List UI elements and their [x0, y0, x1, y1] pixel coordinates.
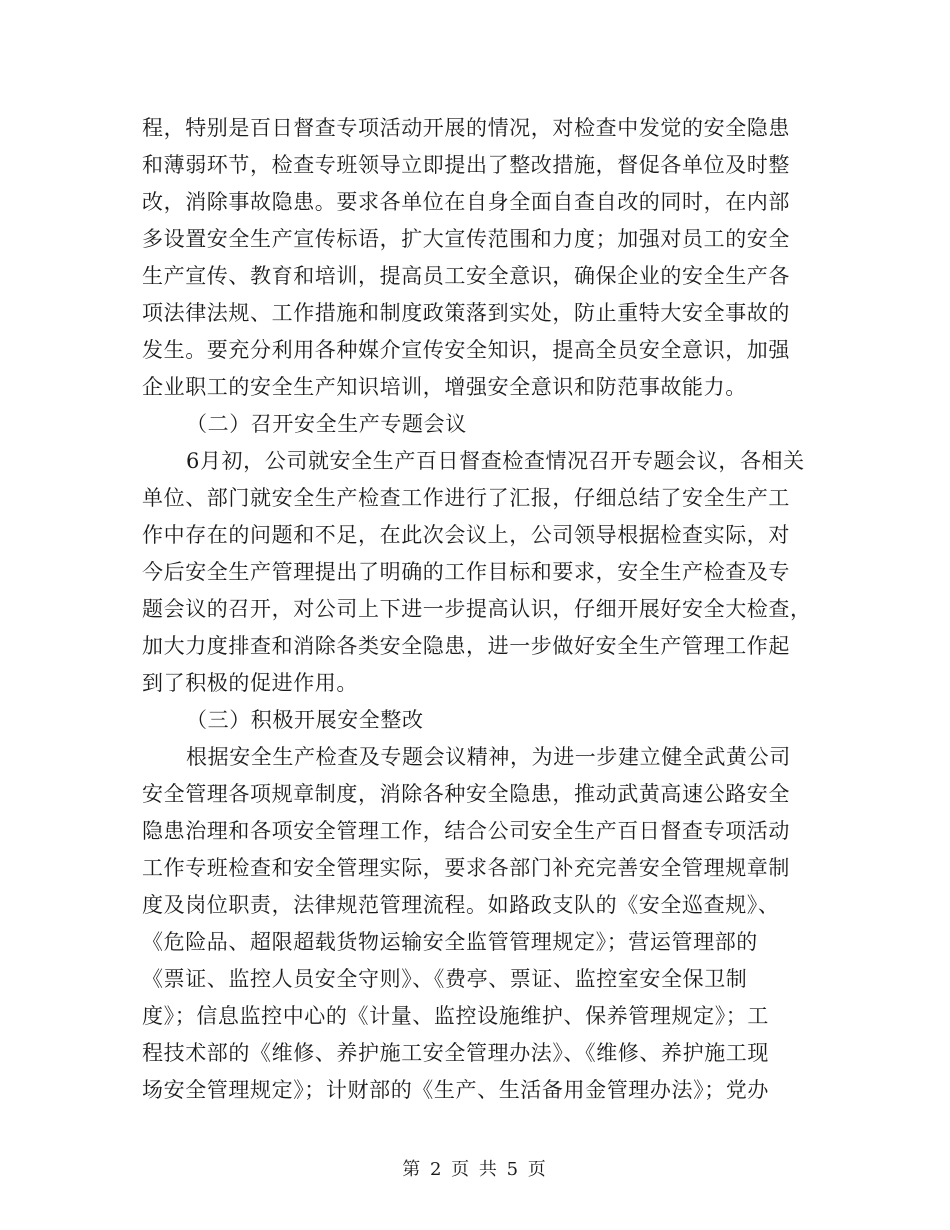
text-line: 安全管理各项规章制度，消除各种安全隐患，推动武黄高速公路安全: [142, 782, 790, 806]
text-line: 企业职工的安全生产知识培训，增强安全意识和防范事故能力。: [142, 375, 747, 399]
text-line: 程技术部的《维修、养护施工安全管理办法》、《维修、养护施工现: [142, 1041, 769, 1065]
text-line: 生产宣传、教育和培训，提高员工安全意识，确保企业的安全生产各: [142, 264, 790, 288]
text-line: 《危险品、超限超载货物运输安全监管管理规定》；营运管理部的: [142, 930, 758, 954]
text-line: 多设置安全生产宣传标语，扩大宣传范围和力度；加强对员工的安全: [142, 227, 790, 251]
text-line: 《票证、监控人员安全守则》、《费亭、票证、监控室安全保卫制: [142, 967, 748, 991]
text-line: 发生。要充分利用各种媒介宣传安全知识，提高全员安全意识，加强: [142, 338, 790, 362]
document-body: [142, 110, 812, 1109]
text-line: 度》；信息监控中心的《计量、监控设施维护、保养管理规定》；工: [142, 1004, 769, 1028]
text-line: 题会议的召开，对公司上下进一步提高认识，仔细开展好安全大检查，: [142, 597, 812, 621]
text-line: 加大力度排查和消除各类安全隐患，进一步做好安全生产管理工作起: [142, 634, 790, 658]
text-line: 隐患治理和各项安全管理工作，结合公司安全生产百日督查专项活动: [142, 819, 790, 843]
text-line: 改，消除事故隐患。要求各单位在自身全面自查自改的同时，在内部: [142, 190, 790, 214]
text-line: 今后安全生产管理提出了明确的工作目标和要求，安全生产检查及专: [142, 560, 790, 584]
section-heading: （二）召开安全生产专题会议: [186, 412, 467, 436]
text-line: 项法律法规、工作措施和制度政策落到实处，防止重特大安全事故的: [142, 301, 790, 325]
page-number-footer: 第 2 页 共 5 页: [402, 1159, 548, 1180]
text-line: 场安全管理规定》；计财部的《生产、生活备用金管理办法》；党办: [142, 1078, 769, 1102]
text-line: 工作专班检查和安全管理实际，要求各部门补充完善安全管理规章制: [142, 856, 790, 880]
text-line: 6月初，公司就安全生产百日督查检查情况召开专题会议，各相关: [186, 449, 805, 473]
text-line: 作中存在的问题和不足，在此次会议上，公司领导根据检查实际，对: [142, 523, 790, 547]
text-line: 单位、部门就安全生产检查工作进行了汇报，仔细总结了安全生产工: [142, 486, 790, 510]
text-line: 到了积极的促进作用。: [142, 671, 358, 695]
text-line: 度及岗位职责，法律规范管理流程。如路政支队的《安全巡查规》、: [142, 893, 780, 917]
text-line: 根据安全生产检查及专题会议精神，为进一步建立健全武黄公司: [186, 745, 791, 769]
text-line: 程，特别是百日督查专项活动开展的情况，对检查中发觉的安全隐患: [142, 116, 790, 140]
text-line: 和薄弱环节，检查专班领导立即提出了整改措施，督促各单位及时整: [142, 153, 790, 177]
section-heading: （三）积极开展安全整改: [186, 708, 424, 732]
